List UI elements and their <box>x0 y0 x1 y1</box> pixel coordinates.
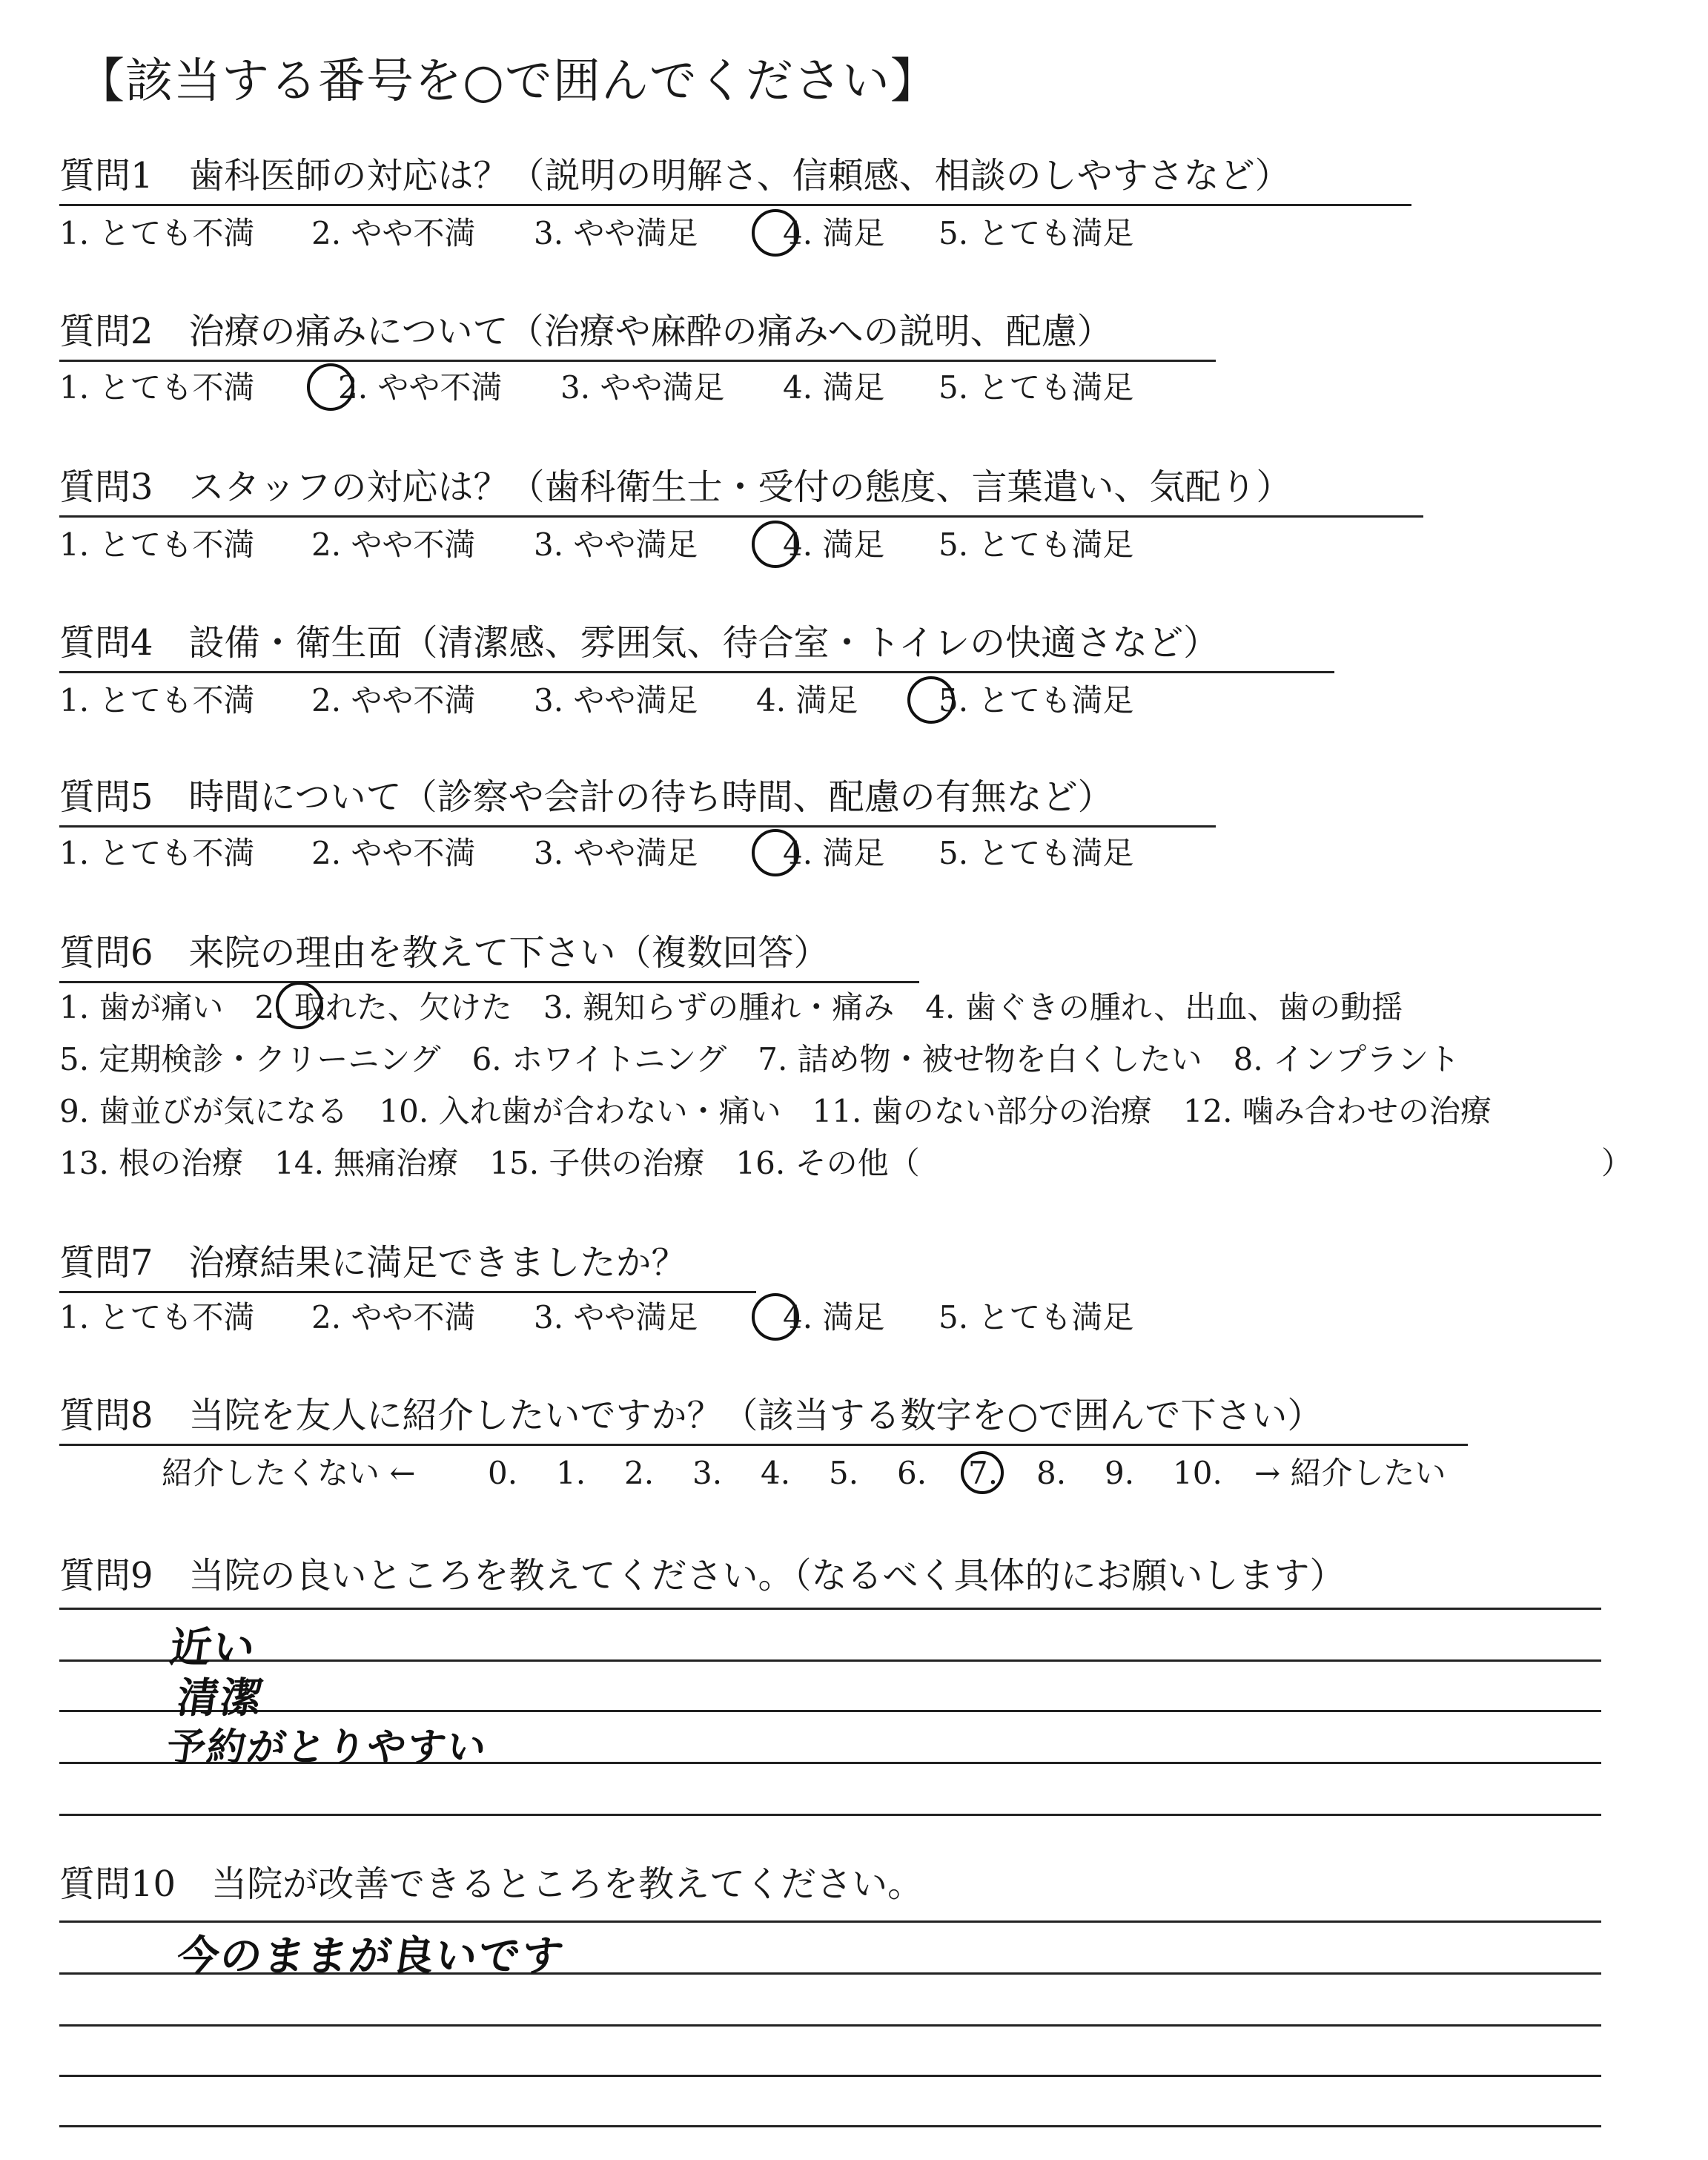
q1-option-3[interactable]: 3. やや満足 <box>534 215 698 251</box>
q7-selection-circle <box>752 1293 799 1341</box>
q8-option-6[interactable]: 6. <box>897 1455 927 1491</box>
question-1-options <box>59 209 1133 260</box>
q8-option-1[interactable]: 1. <box>556 1455 586 1491</box>
q4-selection-circle <box>907 676 955 724</box>
q6-row-2: 5. 定期検診・クリーニング 6. ホワイトニング 7. 詰め物・被せ物を白くしたい 8. インプラント <box>59 1041 1460 1077</box>
q5-option-1[interactable]: 1. とても不満 <box>59 835 255 871</box>
q6-selection-circle <box>276 982 323 1029</box>
q2-option-1[interactable]: 1. とても不満 <box>59 369 255 406</box>
q7-option-3[interactable]: 3. やや満足 <box>534 1299 698 1335</box>
q4-option-5[interactable]: 5. とても満足 <box>939 682 1134 719</box>
q8-option-0[interactable]: 0. <box>488 1455 518 1491</box>
q5-option-3[interactable]: 3. やや満足 <box>534 835 698 871</box>
q10-line-1 <box>59 1920 1601 1923</box>
q8-option-7[interactable]: 7. <box>968 1455 999 1491</box>
q3-option-3[interactable]: 3. やや満足 <box>534 526 698 563</box>
q7-option-2[interactable]: 2. やや不満 <box>311 1299 476 1335</box>
q2-option-3[interactable]: 3. やや満足 <box>560 369 725 406</box>
question-5-options <box>59 829 1133 879</box>
question-6-label: 質問6 来院の理由を教えて下さい（複数回答） <box>59 924 919 983</box>
q4-option-3[interactable]: 3. やや満足 <box>534 682 698 719</box>
q9-answer-1: 近い <box>166 1624 259 1672</box>
q4-option-1[interactable]: 1. とても不満 <box>59 682 255 719</box>
q3-selection-circle <box>752 521 799 568</box>
question-9-label: 質問9 当院の良いところを教えてください。（なるべく具体的にお願いします） <box>59 1555 1345 1596</box>
q4-option-2[interactable]: 2. やや不満 <box>311 682 476 719</box>
q1-selection-circle <box>752 209 799 257</box>
q9-answer-3: 予約がとりやすい <box>164 1725 491 1770</box>
q10-line-3 <box>59 2024 1601 2027</box>
question-4-options <box>59 676 1133 727</box>
q1-option-5[interactable]: 5. とても満足 <box>939 215 1134 251</box>
q9-line-3 <box>59 1710 1601 1712</box>
q5-option-2[interactable]: 2. やや不満 <box>311 835 476 871</box>
q7-option-1[interactable]: 1. とても不満 <box>59 1299 255 1335</box>
q3-option-4[interactable]: 4. 満足 <box>783 526 885 563</box>
q5-option-4[interactable]: 4. 満足 <box>783 835 885 871</box>
question-10-label: 質問10 当院が改善できるところを教えてください。 <box>59 1863 924 1905</box>
q8-selection-circle <box>961 1451 1004 1494</box>
q9-answer-2: 清潔 <box>173 1674 267 1723</box>
question-4-label: 質問4 設備・衛生面（清潔感、雰囲気、待合室・トイレの快適さなど） <box>59 614 1334 673</box>
q3-option-1[interactable]: 1. とても不満 <box>59 526 255 563</box>
q8-option-8[interactable]: 8. <box>1036 1455 1067 1491</box>
q2-option-5[interactable]: 5. とても満足 <box>939 369 1134 406</box>
question-7-options <box>59 1293 1133 1344</box>
q2-option-2[interactable]: 2. やや不満 <box>338 369 503 406</box>
q8-option-4[interactable]: 4. <box>761 1455 791 1491</box>
q10-line-5 <box>59 2125 1601 2127</box>
question-3-label: 質問3 スタッフの対応は？（歯科衛生士・受付の態度、言葉遣い、気配り） <box>59 458 1423 518</box>
q2-selection-circle <box>307 363 354 411</box>
q1-option-4[interactable]: 4. 満足 <box>783 215 885 251</box>
q4-option-4[interactable]: 4. 満足 <box>756 682 858 719</box>
q10-answer-1: 今のままが良いです <box>173 1932 568 1981</box>
q8-option-3[interactable]: 3. <box>692 1455 723 1491</box>
question-1-label: 質問1 歯科医師の対応は？（説明の明解さ、信頼感、相談のしやすさなど） <box>59 147 1411 206</box>
q6-row-4: 13. 根の治療 14. 無痛治療 15. 子供の治療 16. その他（ <box>59 1145 920 1181</box>
q7-option-5[interactable]: 5. とても満足 <box>939 1299 1134 1335</box>
q3-option-2[interactable]: 2. やや不満 <box>311 526 476 563</box>
q5-option-5[interactable]: 5. とても満足 <box>939 835 1134 871</box>
q2-option-4[interactable]: 4. 満足 <box>783 369 885 406</box>
q6-row-1: 1. 歯が痛い 2. 取れた、欠けた 3. 親知らずの腫れ・痛み 4. 歯ぐきの腫れ、出血、歯の動揺 <box>59 989 1403 1025</box>
question-2-options <box>59 363 1133 414</box>
q10-line-4 <box>59 2075 1601 2077</box>
q6-row-3: 9. 歯並びが気になる 10. 入れ歯が合わない・痛い 11. 歯のない部分の治療 12. 噛み合わせの治療 <box>59 1093 1492 1129</box>
q8-option-5[interactable]: 5. <box>829 1455 859 1491</box>
q7-option-4[interactable]: 4. 満足 <box>783 1299 885 1335</box>
question-8-label: 質問8 当院を友人に紹介したいですか？（該当する数字を○で囲んで下さい） <box>59 1387 1468 1446</box>
q8-scale <box>162 1449 1446 1497</box>
q5-selection-circle <box>752 829 799 876</box>
question-5-label: 質問5 時間について（診察や会計の待ち時間、配慮の有無など） <box>59 768 1216 828</box>
q8-left-label: 紹介したくない ← <box>162 1455 416 1491</box>
q9-line-2 <box>59 1659 1601 1662</box>
q8-option-9[interactable]: 9. <box>1105 1455 1135 1491</box>
q3-option-5[interactable]: 5. とても満足 <box>939 526 1134 563</box>
q9-line-5 <box>59 1814 1601 1816</box>
q6-other-close: ） <box>1601 1145 1633 1181</box>
q8-option-2[interactable]: 2. <box>624 1455 655 1491</box>
question-7-label: 質問7 治療結果に満足できましたか？ <box>59 1234 756 1293</box>
question-2-label: 質問2 治療の痛みについて（治療や麻酔の痛みへの説明、配慮） <box>59 303 1216 362</box>
q1-option-1[interactable]: 1. とても不満 <box>59 215 255 251</box>
q1-option-2[interactable]: 2. やや不満 <box>311 215 476 251</box>
page-title: 【該当する番号を○で囲んでください】 <box>77 54 939 109</box>
q8-option-10[interactable]: 10. <box>1173 1455 1222 1491</box>
q8-right-label: → 紹介したい <box>1254 1455 1446 1491</box>
q9-line-1 <box>59 1608 1601 1610</box>
question-3-options <box>59 521 1133 571</box>
